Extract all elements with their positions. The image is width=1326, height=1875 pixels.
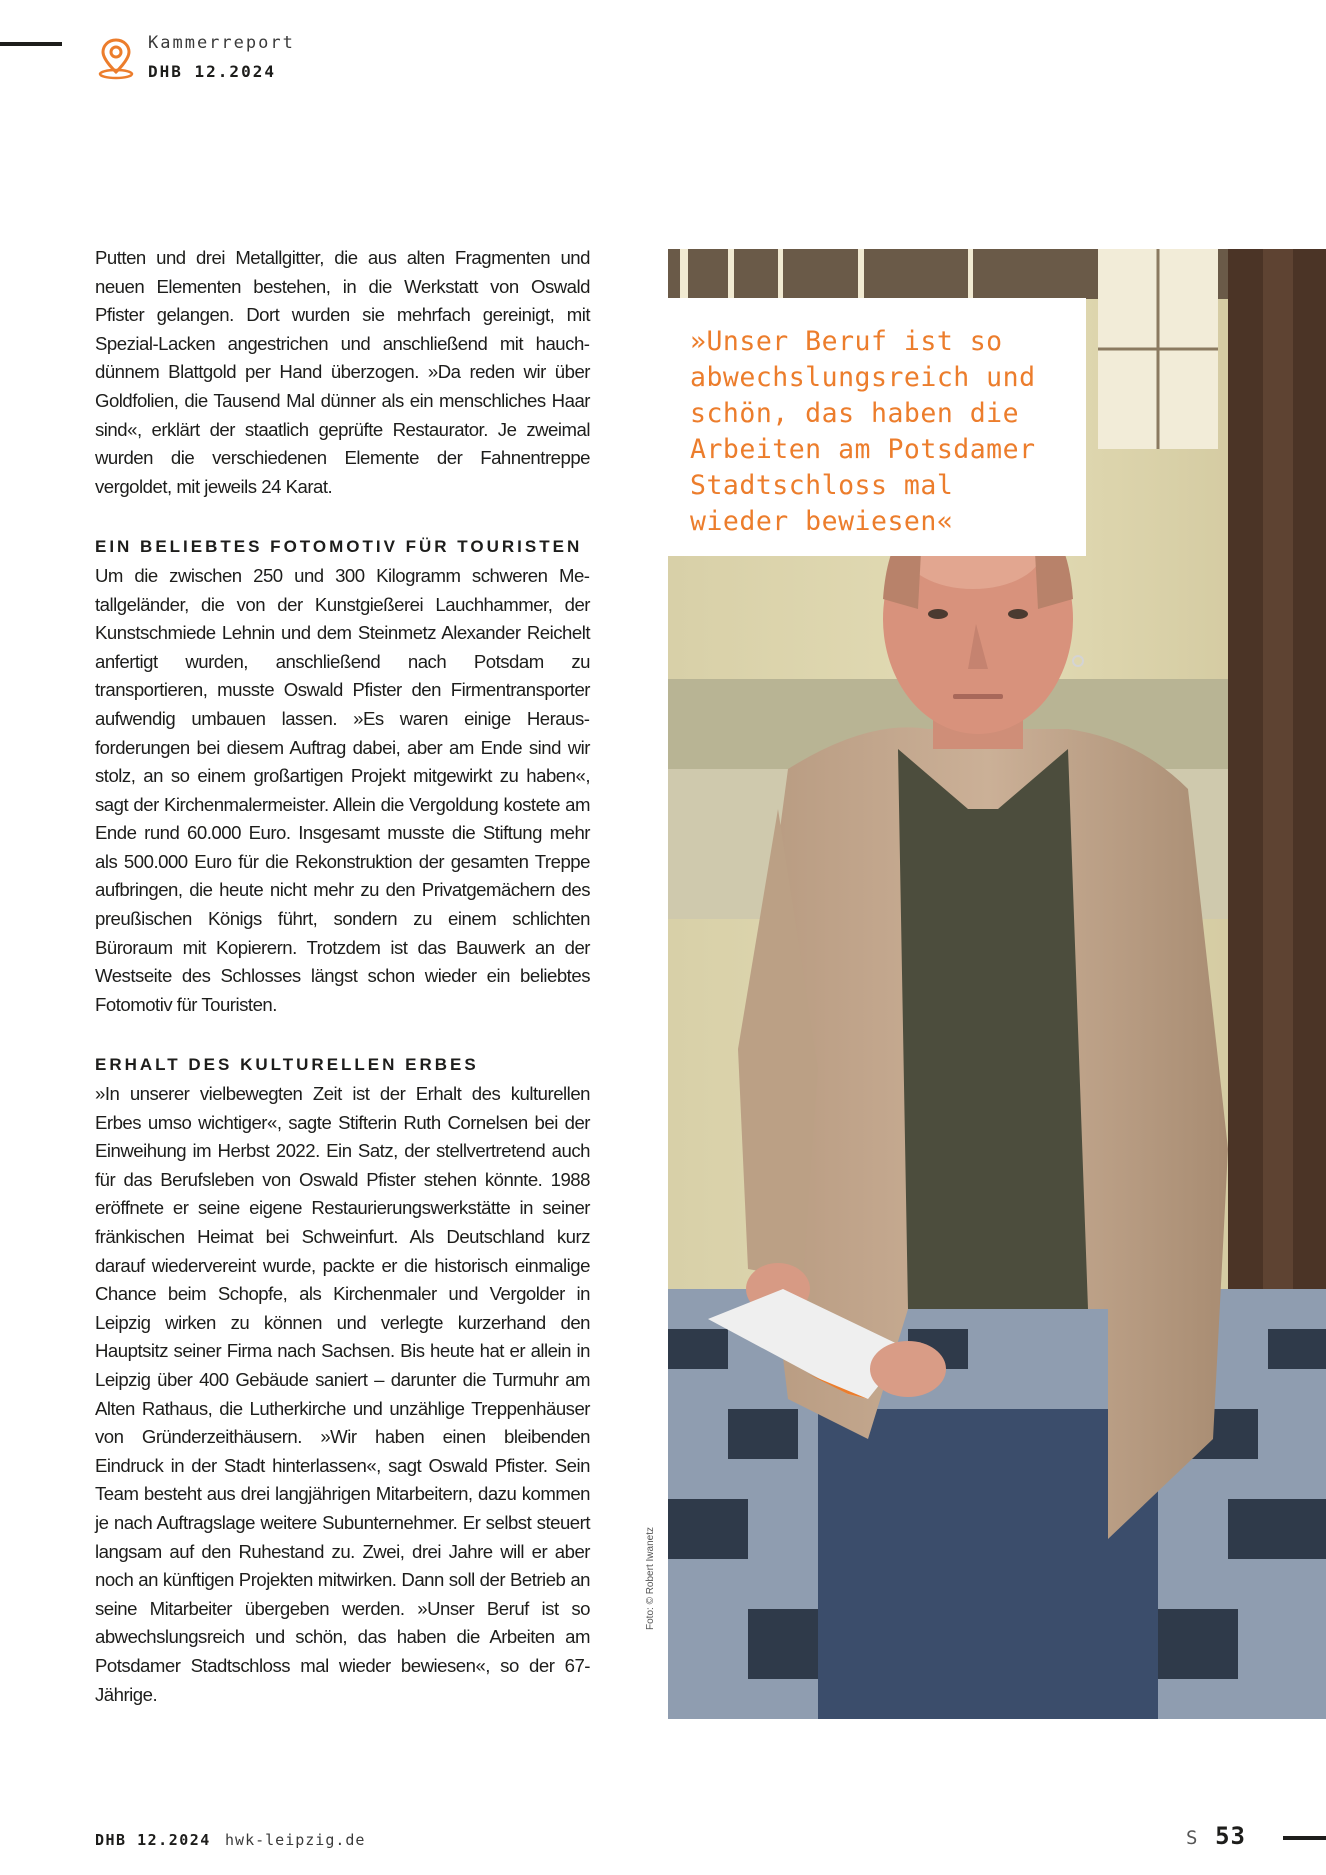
article-subhead: ERHALT DES KULTURELLEN ERBES [95,1055,479,1075]
location-pin-icon [96,36,136,80]
article-paragraph: Putten und drei Metallgitter, die aus alten Fragmenten und neuen Elementen bestehen, in die Werkstatt von Oswald Pfister gelangen. Dort wurden sie mehrfach gereinigt, mit Spezial-Lacken angestrichen und anschließend mit hauchdünnem Blattgold per Hand überzogen. »Da reden wir über Goldfolien, die Tausend Mal dünner als ein menschliches Haar sind«, erklärt der staatlich geprüfte Restaurator. Je zweimal wurden die verschiedenen Elemente der Fahnentreppe vergoldet, mit jeweils 24 Karat. [95,247,590,497]
page-indicator [1186,1822,1246,1850]
article-paragraph: »In unserer vielbewegten Zeit ist der Erhalt des kulturellen Erbes umso wichtiger«, sagte Stifterin Ruth Cornelsen bei der Einweihung im Herbst 2022. Ein Satz, der stellvertretend auch für das Berufsleben von Oswald Pfister stehen könnte. 1988 eröffnete er seine eigene Restaurierungswerkstätte in seiner fränkischen Heimat bei Schweinfurt. Als Deutschland kurz darauf wiedervereint wurde, packte er die historisch einmalige Chance beim Schopfe, als Kirchenmaler und Vergolder in Leipzig wirken zu können und verlegte kurzerhand den Hauptsitz seiner Firma nach Sachsen. Bis heute hat er allein in Leipzig über 400 Gebäude saniert – darunter die Turmuhr am Alten Rathaus, die Lutherkirche und unzählige Treppenhäuser von Gründerzeithäusern. »Wir haben einen bleibenden Eindruck in der Stadt hinterlassen«, sagt Oswald Pfister. Sein Team besteht aus drei langjährigen Mitarbeitern, dazu kommen je nach Auftragslage weitere Subunternehmer. Er selbst steuert langsam auf den Ruhestand zu. Zwei, drei Jahre will er aber noch an künftigen Projekten mitwirken. Dann soll der Betrieb an seine Mitarbeiter übergeben werden. »Unser Beruf ist so abwechslungsreich und schön, das haben die Arbeiten am Potsdamer Stadtschloss mal wieder bewiesen«, so der 67-Jährige. [95,1083,590,1705]
article-body [95,244,590,1709]
footer-issue: DHB 12.2024 [95,1831,211,1849]
issue-label: DHB 12.2024 [148,62,276,81]
article-paragraph: Um die zwischen 250 und 300 Kilogramm schweren Metallgeländer, die von der Kunstgießerei Lauchhammer, der Kunstschmiede Lehnin und dem Steinmetz Alexander Reichelt anfertigt wurden, anschließend nach Potsdam zu transportieren, musste Oswald Pfister den Firmentransporter aufwendig umbauen lassen. »Es waren einige Herausforderungen bei diesem Auftrag dabei, aber am Ende sind wir stolz, an so einem großartigen Projekt mitgewirkt zu haben«, sagt der Kirchenmalermeister. Allein die Vergoldung kostete am Ende rund 60.000 Euro. Insgesamt musste die Stiftung mehr als 500.000 Euro für die Rekonstruktion der gesamten Treppe aufbringen, die heute nicht mehr zu den Privatgemächern des preußischen Königs führt, sondern zu einem schlichten Büroraum mit Kopierern. Trotzdem ist das Bauwerk an der Westseite des Schlosses längst schon wieder ein beliebtes Fotomotiv für Touristen. [95,564,590,1015]
section-kicker: Kammerreport [148,33,295,53]
photo-credit: Foto: © Robert Iwanetz [645,1527,656,1630]
pull-quote [668,298,1086,556]
page-prefix: S [1186,1827,1198,1849]
article-subhead: EIN BELIEBTES FOTOMOTIV FÜR TOURISTEN [95,537,583,557]
footer-left [95,1831,365,1849]
footer-rule [1283,1836,1326,1840]
header-rule [0,42,62,46]
pull-quote-text: »Unser Beruf ist so abwechslungsreich und schön, das haben die Arbeiten am Potsdamer Stadtschloss mal wieder bewiesen« [690,326,1036,537]
footer-website-link[interactable]: hwk-leipzig.de [225,1831,366,1849]
page-number: 53 [1215,1822,1246,1850]
